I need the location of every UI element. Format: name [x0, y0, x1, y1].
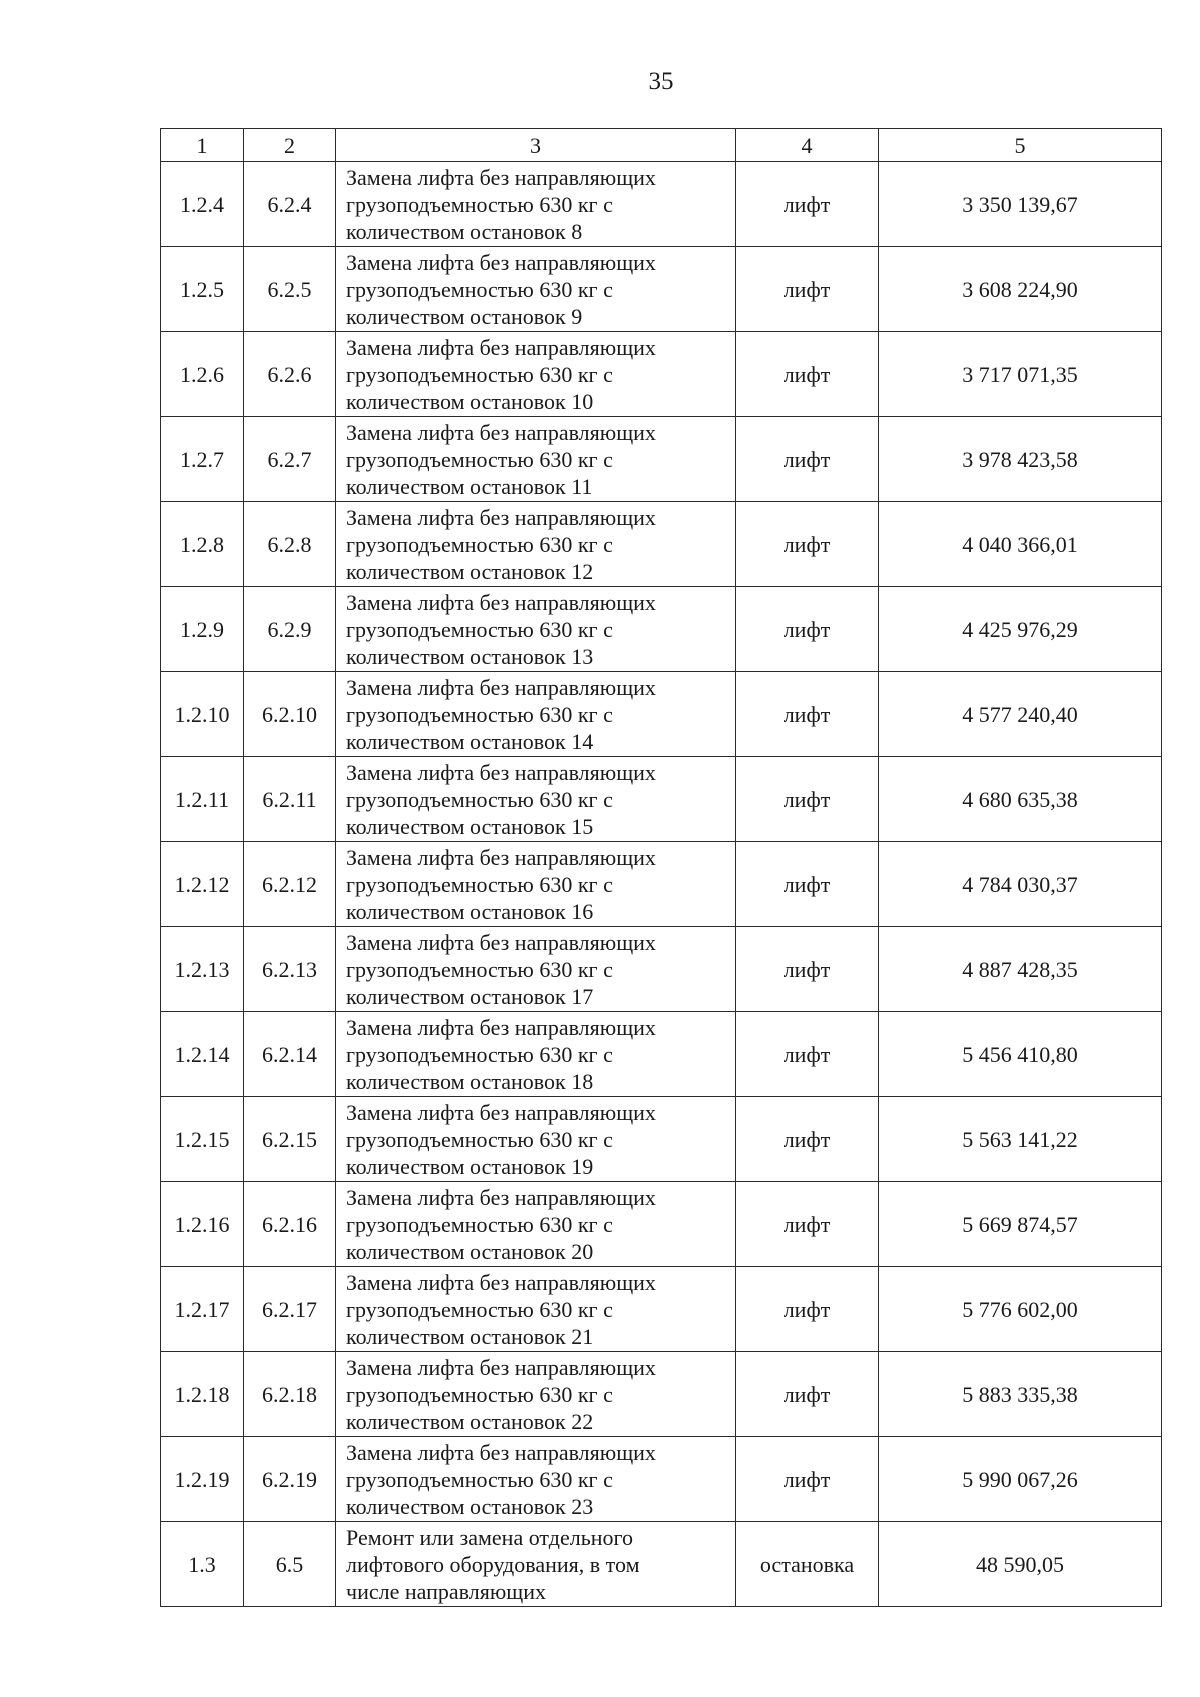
table-row: [161, 1522, 1162, 1607]
work-description-cell: [336, 927, 736, 1012]
item-number-cell: 1.2.19: [161, 1437, 244, 1522]
work-description-line: количеством остановок 10: [346, 388, 594, 414]
table-row: [161, 1352, 1162, 1437]
price-cell: 5 669 874,57: [879, 1182, 1162, 1267]
work-description-line: количеством остановок 23: [346, 1493, 594, 1519]
table-row: [161, 162, 1162, 247]
work-description-cell: [336, 672, 736, 757]
work-description-line: Замена лифта без направляющих: [346, 674, 656, 700]
column-header-4: 4: [736, 129, 879, 162]
price-cell: 4 784 030,37: [879, 842, 1162, 927]
column-number-row: [161, 129, 1162, 162]
column-header-1: 1: [161, 129, 244, 162]
unit-cell: лифт: [736, 927, 879, 1012]
work-description-cell: [336, 502, 736, 587]
item-number-cell: 1.2.16: [161, 1182, 244, 1267]
work-description-line: количеством остановок 8: [346, 218, 583, 244]
code-cell: 6.2.19: [244, 1437, 336, 1522]
work-description-line: грузоподъемностью 630 кг с: [346, 786, 613, 812]
code-cell: 6.2.9: [244, 587, 336, 672]
unit-cell: лифт: [736, 162, 879, 247]
table-row: [161, 247, 1162, 332]
work-description-cell: [336, 417, 736, 502]
work-description-line: Замена лифта без направляющих: [346, 589, 656, 615]
work-description-line: количеством остановок 15: [346, 813, 594, 839]
item-number-cell: 1.2.15: [161, 1097, 244, 1182]
work-description-line: количеством остановок 11: [346, 473, 593, 499]
work-description-line: количеством остановок 21: [346, 1323, 594, 1349]
table-row: [161, 842, 1162, 927]
column-header-3: 3: [336, 129, 736, 162]
work-description-line: грузоподъемностью 630 кг с: [346, 871, 613, 897]
work-description-line: грузоподъемностью 630 кг с: [346, 1296, 613, 1322]
work-description-line: лифтового оборудования, в том: [346, 1551, 640, 1577]
work-description-line: Замена лифта без направляющих: [346, 504, 656, 530]
price-cell: 48 590,05: [879, 1522, 1162, 1607]
item-number-cell: 1.2.6: [161, 332, 244, 417]
item-number-cell: 1.2.10: [161, 672, 244, 757]
work-description-line: количеством остановок 14: [346, 728, 594, 754]
work-description-cell: [336, 757, 736, 842]
work-description-line: грузоподъемностью 630 кг с: [346, 531, 613, 557]
unit-cell: лифт: [736, 1182, 879, 1267]
item-number-cell: 1.2.13: [161, 927, 244, 1012]
item-number-cell: 1.2.12: [161, 842, 244, 927]
work-description-line: Замена лифта без направляющих: [346, 844, 656, 870]
table-row: [161, 1437, 1162, 1522]
work-description-line: Замена лифта без направляющих: [346, 1439, 656, 1465]
price-cell: 4 040 366,01: [879, 502, 1162, 587]
page-number: 35: [648, 68, 674, 95]
item-number-cell: 1.2.18: [161, 1352, 244, 1437]
code-cell: 6.2.8: [244, 502, 336, 587]
work-description-cell: [336, 247, 736, 332]
work-description-line: количеством остановок 22: [346, 1408, 594, 1434]
code-cell: 6.2.12: [244, 842, 336, 927]
unit-cell: лифт: [736, 1352, 879, 1437]
item-number-cell: 1.2.14: [161, 1012, 244, 1097]
work-description-cell: [336, 1012, 736, 1097]
price-cell: 3 608 224,90: [879, 247, 1162, 332]
price-cell: 4 680 635,38: [879, 757, 1162, 842]
table-body: [161, 129, 1162, 1607]
work-description-line: грузоподъемностью 630 кг с: [346, 616, 613, 642]
work-description-line: Замена лифта без направляющих: [346, 164, 656, 190]
column-header-2: 2: [244, 129, 336, 162]
work-description-cell: [336, 1097, 736, 1182]
work-description-line: грузоподъемностью 630 кг с: [346, 1466, 613, 1492]
work-description-line: количеством остановок 13: [346, 643, 594, 669]
work-description-line: Замена лифта без направляющих: [346, 249, 656, 275]
code-cell: 6.2.18: [244, 1352, 336, 1437]
item-number-cell: 1.2.4: [161, 162, 244, 247]
unit-cell: лифт: [736, 757, 879, 842]
work-description-cell: [336, 1267, 736, 1352]
work-description-cell: [336, 587, 736, 672]
table-row: [161, 757, 1162, 842]
table-row: [161, 1182, 1162, 1267]
table-row: [161, 417, 1162, 502]
unit-cell: лифт: [736, 842, 879, 927]
price-cell: 3 350 139,67: [879, 162, 1162, 247]
work-description-line: Замена лифта без направляющих: [346, 419, 656, 445]
code-cell: 6.2.15: [244, 1097, 336, 1182]
unit-cell: лифт: [736, 417, 879, 502]
table-row: [161, 1012, 1162, 1097]
unit-cell: лифт: [736, 332, 879, 417]
work-description-line: Замена лифта без направляющих: [346, 1184, 656, 1210]
work-description-line: числе направляющих: [346, 1578, 546, 1604]
work-description-line: грузоподъемностью 630 кг с: [346, 1041, 613, 1067]
work-description-line: грузоподъемностью 630 кг с: [346, 1211, 613, 1237]
work-description-cell: [336, 1437, 736, 1522]
table-row: [161, 927, 1162, 1012]
table-row: [161, 587, 1162, 672]
item-number-cell: 1.2.11: [161, 757, 244, 842]
work-description-line: Замена лифта без направляющих: [346, 1269, 656, 1295]
work-description-line: количеством остановок 17: [346, 983, 594, 1009]
price-cell: 5 776 602,00: [879, 1267, 1162, 1352]
code-cell: 6.2.4: [244, 162, 336, 247]
price-cell: 5 883 335,38: [879, 1352, 1162, 1437]
work-description-line: Замена лифта без направляющих: [346, 1099, 656, 1125]
work-description-line: грузоподъемностью 630 кг с: [346, 701, 613, 727]
work-description-cell: [336, 842, 736, 927]
table-row: [161, 1097, 1162, 1182]
unit-cell: лифт: [736, 587, 879, 672]
work-description-line: грузоподъемностью 630 кг с: [346, 191, 613, 217]
work-description-line: грузоподъемностью 630 кг с: [346, 446, 613, 472]
work-description-line: количеством остановок 20: [346, 1238, 594, 1264]
table-row: [161, 672, 1162, 757]
work-description-cell: [336, 162, 736, 247]
work-description-line: Замена лифта без направляющих: [346, 759, 656, 785]
unit-cell: остановка: [736, 1522, 879, 1607]
work-description-line: грузоподъемностью 630 кг с: [346, 361, 613, 387]
work-description-line: Замена лифта без направляющих: [346, 1014, 656, 1040]
unit-cell: лифт: [736, 1012, 879, 1097]
item-number-cell: 1.2.17: [161, 1267, 244, 1352]
work-description-line: количеством остановок 12: [346, 558, 594, 584]
work-description-line: грузоподъемностью 630 кг с: [346, 1126, 613, 1152]
price-cell: 4 425 976,29: [879, 587, 1162, 672]
code-cell: 6.2.16: [244, 1182, 336, 1267]
table-row: [161, 332, 1162, 417]
table-row: [161, 1267, 1162, 1352]
unit-cell: лифт: [736, 1097, 879, 1182]
work-description-line: грузоподъемностью 630 кг с: [346, 276, 613, 302]
work-description-cell: [336, 332, 736, 417]
work-description-line: грузоподъемностью 630 кг с: [346, 956, 613, 982]
work-description-cell: [336, 1352, 736, 1437]
work-description-line: грузоподъемностью 630 кг с: [346, 1381, 613, 1407]
work-description-cell: [336, 1182, 736, 1267]
price-table: [160, 128, 1162, 1607]
work-description-line: количеством остановок 19: [346, 1153, 594, 1179]
price-cell: 5 563 141,22: [879, 1097, 1162, 1182]
unit-cell: лифт: [736, 1437, 879, 1522]
work-description-line: Ремонт или замена отдельного: [346, 1524, 633, 1550]
price-cell: 5 990 067,26: [879, 1437, 1162, 1522]
price-cell: 3 978 423,58: [879, 417, 1162, 502]
work-description-line: Замена лифта без направляющих: [346, 929, 656, 955]
work-description-line: количеством остановок 9: [346, 303, 583, 329]
code-cell: 6.2.5: [244, 247, 336, 332]
price-cell: 5 456 410,80: [879, 1012, 1162, 1097]
code-cell: 6.2.17: [244, 1267, 336, 1352]
unit-cell: лифт: [736, 502, 879, 587]
item-number-cell: 1.2.8: [161, 502, 244, 587]
work-description-line: Замена лифта без направляющих: [346, 334, 656, 360]
work-description-cell: [336, 1522, 736, 1607]
column-header-5: 5: [879, 129, 1162, 162]
work-description-line: количеством остановок 16: [346, 898, 594, 924]
work-description-line: количеством остановок 18: [346, 1068, 594, 1094]
price-cell: 3 717 071,35: [879, 332, 1162, 417]
item-number-cell: 1.2.9: [161, 587, 244, 672]
work-description-line: Замена лифта без направляющих: [346, 1354, 656, 1380]
code-cell: 6.2.11: [244, 757, 336, 842]
item-number-cell: 1.2.5: [161, 247, 244, 332]
unit-cell: лифт: [736, 672, 879, 757]
code-cell: 6.2.10: [244, 672, 336, 757]
item-number-cell: 1.2.7: [161, 417, 244, 502]
code-cell: 6.5: [244, 1522, 336, 1607]
unit-cell: лифт: [736, 1267, 879, 1352]
code-cell: 6.2.6: [244, 332, 336, 417]
code-cell: 6.2.13: [244, 927, 336, 1012]
code-cell: 6.2.7: [244, 417, 336, 502]
price-cell: 4 887 428,35: [879, 927, 1162, 1012]
price-cell: 4 577 240,40: [879, 672, 1162, 757]
unit-cell: лифт: [736, 247, 879, 332]
code-cell: 6.2.14: [244, 1012, 336, 1097]
item-number-cell: 1.3: [161, 1522, 244, 1607]
table-row: [161, 502, 1162, 587]
